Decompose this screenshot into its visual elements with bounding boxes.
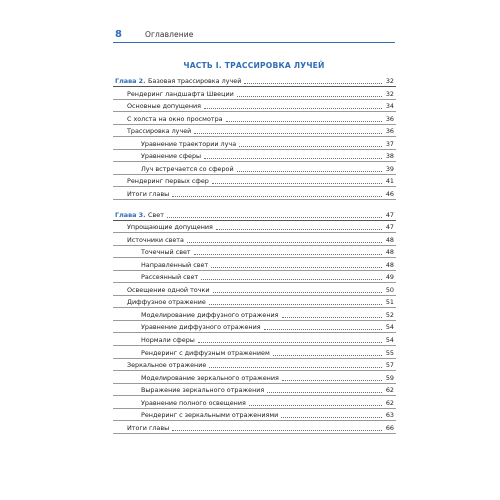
toc-entry[interactable] <box>141 349 394 357</box>
toc-entry[interactable] <box>141 374 394 382</box>
toc-entry[interactable] <box>141 261 394 269</box>
toc-row <box>113 271 396 283</box>
toc-entry-title: Точечный свет <box>141 248 191 257</box>
page-number: 8 <box>115 29 122 40</box>
toc-page-number: 49 <box>385 273 394 282</box>
toc-chapter-number: Глава 3. <box>115 210 146 219</box>
toc-row <box>113 259 396 271</box>
dot-leader <box>264 329 382 330</box>
toc-row <box>113 234 396 246</box>
dot-leader <box>167 217 382 218</box>
toc-entry-title: Рендеринг первых сфер <box>127 177 209 186</box>
toc-page-number: 54 <box>385 323 394 332</box>
toc-entry[interactable] <box>127 236 394 244</box>
toc-page-number: 52 <box>385 310 394 319</box>
toc-entry-title: Базовая трассировка лучей <box>148 77 242 85</box>
header-title: Оглавление <box>145 30 194 39</box>
dot-leader <box>237 96 382 97</box>
dot-leader <box>239 146 382 147</box>
toc-entry[interactable] <box>141 248 394 256</box>
toc-entry[interactable] <box>141 323 394 331</box>
toc-entry[interactable] <box>115 211 394 219</box>
toc-entry-title: Уравнение сферы <box>141 152 202 161</box>
toc-page-number: 55 <box>385 348 394 357</box>
toc-entry[interactable] <box>141 311 394 319</box>
toc-row <box>113 284 396 296</box>
toc-entry[interactable] <box>127 115 394 123</box>
toc-entry-title: Уравнение траектории луча <box>141 139 237 148</box>
toc-entry-title: Рендеринг ландшафта Швеции <box>127 89 234 98</box>
toc-row <box>113 163 396 175</box>
toc-entry-title: Трассировка лучей <box>127 127 192 136</box>
running-header <box>113 27 395 43</box>
toc-entry[interactable] <box>127 424 394 432</box>
toc-row <box>113 100 396 112</box>
toc-chapter-row <box>113 75 396 87</box>
toc-row <box>113 188 396 200</box>
toc-page-number: 48 <box>385 235 394 244</box>
dot-leader <box>198 342 382 343</box>
dot-leader <box>216 229 382 230</box>
toc-row <box>113 221 396 233</box>
toc-entry[interactable] <box>127 286 394 294</box>
dot-leader <box>267 392 382 393</box>
toc-page-number: 36 <box>385 114 394 123</box>
toc-entry-title: Источники света <box>127 235 184 244</box>
toc-page-number: 41 <box>385 177 394 186</box>
toc-page-number: 62 <box>385 398 394 407</box>
toc-page-number: 32 <box>385 77 394 85</box>
toc-entry-title: Рендеринг с диффузным отражением <box>141 348 270 357</box>
toc-entry[interactable] <box>127 127 394 135</box>
toc-entry[interactable] <box>127 361 394 369</box>
toc-row <box>113 138 396 150</box>
dot-leader <box>212 183 382 184</box>
toc-entry-title: Уравнение полного освещения <box>141 398 246 407</box>
dot-leader <box>237 171 382 172</box>
dot-leader <box>282 380 382 381</box>
toc-chapter-row <box>113 209 396 221</box>
toc-entry-title: Выражение зеркального отражения <box>141 386 265 395</box>
toc-row <box>113 384 396 396</box>
dot-leader <box>209 367 382 368</box>
toc-page-number: 54 <box>385 336 394 344</box>
toc-entry[interactable] <box>141 336 394 344</box>
toc-entry[interactable] <box>141 165 394 173</box>
toc-page-number: 62 <box>385 386 394 395</box>
dot-leader <box>209 304 382 305</box>
toc-entry-title: Моделирование диффузного отражения <box>141 310 279 319</box>
toc-row <box>113 359 396 371</box>
toc-entry-title: Рендеринг с зеркальными отражениями <box>141 411 279 420</box>
toc-entry-title: Уравнение диффузного отражения <box>141 323 261 332</box>
toc-page-number: 59 <box>385 373 394 382</box>
toc-entry-title: Итоги главы <box>127 189 170 198</box>
dot-leader <box>226 121 382 122</box>
toc-entry-title: Итоги главы <box>127 423 170 432</box>
toc-row <box>113 125 396 137</box>
dot-leader <box>194 254 382 255</box>
dot-leader <box>172 196 382 197</box>
part-title: ЧАСТЬ I. ТРАССИРОВКА ЛУЧЕЙ <box>183 61 325 70</box>
dot-leader <box>194 133 382 134</box>
toc-page-number: 63 <box>385 411 394 420</box>
toc-page-number: 39 <box>385 164 394 173</box>
toc-entry-title: Освещение одной точки <box>127 285 210 294</box>
toc-entry-title: Диффузное отражение <box>127 298 206 307</box>
dot-leader <box>204 158 382 159</box>
dot-leader <box>273 355 382 356</box>
toc-row <box>113 175 396 187</box>
toc-entry[interactable] <box>127 223 394 231</box>
dot-leader <box>213 292 382 293</box>
toc-entry-title: Луч встречается со сферой <box>141 164 234 173</box>
toc-entry[interactable] <box>127 177 394 185</box>
dot-leader <box>249 405 382 406</box>
dot-leader <box>172 430 382 431</box>
toc-entry[interactable] <box>141 399 394 407</box>
dot-leader <box>281 417 382 418</box>
toc-page-number: 46 <box>385 189 394 198</box>
toc-entry-title: С холста на окно просмотра <box>127 114 223 123</box>
toc-entry[interactable] <box>141 152 394 160</box>
toc-chapter-number: Глава 2. <box>115 77 146 85</box>
toc-entry[interactable] <box>141 386 394 394</box>
toc-page-number: 34 <box>385 102 394 111</box>
toc-row <box>113 409 396 421</box>
toc-row <box>113 296 396 308</box>
toc-entry[interactable] <box>127 90 394 98</box>
toc-entry[interactable] <box>141 273 394 281</box>
toc-entry-title: Зеркальное отражение <box>127 361 207 370</box>
toc-entry-title: Моделирование зеркального отражения <box>141 373 279 382</box>
toc-page-number: 47 <box>385 223 394 232</box>
toc-entry[interactable] <box>127 190 394 198</box>
toc-row <box>113 321 396 333</box>
toc-page-number: 48 <box>385 260 394 269</box>
toc-row <box>113 334 396 346</box>
toc-page-number: 57 <box>385 361 394 370</box>
toc-page-number: 51 <box>385 298 394 307</box>
toc-page-number: 38 <box>385 152 394 161</box>
toc-page-number: 36 <box>385 127 394 136</box>
toc-entry-title: Свет <box>148 210 164 219</box>
toc-row <box>113 397 396 409</box>
toc-entry-title: Направленный свет <box>141 260 209 269</box>
toc-row <box>113 372 396 384</box>
toc-row <box>113 150 396 162</box>
toc-row <box>113 309 396 321</box>
toc-entry-title: Упрощающие допущения <box>127 223 213 232</box>
toc-row <box>113 88 396 100</box>
toc-entry-title: Нормали сферы <box>141 336 195 344</box>
toc-entry[interactable] <box>141 411 394 419</box>
toc-entry[interactable] <box>141 140 394 148</box>
toc-page-number: 48 <box>385 248 394 257</box>
dot-leader <box>204 108 382 109</box>
dot-leader <box>211 267 382 268</box>
toc-row <box>113 246 396 258</box>
toc-entry[interactable] <box>127 102 394 110</box>
toc-row <box>113 422 396 434</box>
dot-leader <box>201 279 382 280</box>
dot-leader <box>187 242 382 243</box>
toc-page-number: 50 <box>385 285 394 294</box>
toc-page-number: 37 <box>385 139 394 148</box>
toc-page-number: 66 <box>385 423 394 432</box>
toc-page-number: 47 <box>385 210 394 219</box>
toc-entry-title: Основные допущения <box>127 102 202 111</box>
dot-leader <box>244 83 382 84</box>
dot-leader <box>282 317 383 318</box>
toc-entry[interactable] <box>115 77 394 85</box>
toc-entry[interactable] <box>127 298 394 306</box>
toc-entry-title: Рассеянный свет <box>141 273 199 282</box>
toc-row <box>113 347 396 359</box>
toc-row <box>113 113 396 125</box>
toc-page-number: 32 <box>385 89 394 98</box>
